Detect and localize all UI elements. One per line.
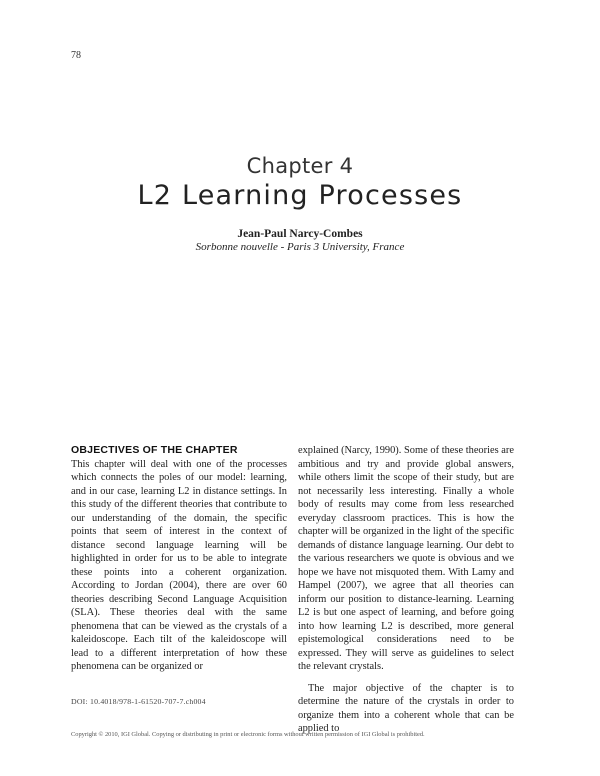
copyright-notice: Copyright © 2010, IGI Global. Copying or distributing in print or electronic forms without written permission of IGI Global is prohibited. — [71, 731, 425, 738]
body-paragraph: This chapter will deal with one of the processes which connects the poles of our model: learning, and in our case, learning L2 in distance settings. In this study of the different theories that contribute to our understanding of the domain, the specific points that seem of interest in the context of distance second language learning will be highlighted in order for us to be able to integrate these points into a coherent organization. According to Jordan (2004), there are over 60 theories describing Second Language Acquisition (SLA). These theories deal with the same phenomena that can be viewed as the crystals of a kaleidoscope. Each tilt of the kaleidoscope will lead to a different interpretation of how these phenomena can be organized or — [71, 458, 287, 672]
body-paragraph: The major objective of the chapter is to determine the nature of the crystals in order to organize them into a coherent whole that can be applied to — [298, 682, 514, 734]
right-column — [298, 444, 514, 736]
author-name: Jean-Paul Narcy-Combes — [237, 228, 363, 240]
author-affiliation: Sorbonne nouvelle - Paris 3 University, France — [195, 241, 405, 253]
chapter-title: L2 Learning Processes — [137, 180, 463, 211]
doi-line: DOI: 10.4018/978-1-61520-707-7.ch004 — [71, 697, 206, 706]
left-column — [71, 444, 287, 674]
body-paragraph: explained (Narcy, 1990). Some of these theories are ambitious and try and provide global answers, while others limit the scope of their study, but are not necessarily less interesting. Finally a whole body of results may come from less researched everyday classroom practices. This is how the chapter will be organized in the light of the specific demands of distance language learning. Our debt to the various researchers we quote is obvious and we hope we have not misquoted them. With Lamy and Hampel (2007), we agree that all theories can inform our position to distance-learning. Learning L2 is but one aspect of learning, and before going into how learning L2 is described, more general epistemological considerations need to be expressed. They will serve as guidelines to select the relevant crystals. — [298, 445, 514, 672]
chapter-label: Chapter 4 — [246, 154, 354, 178]
section-heading: OBJECTIVES OF THE CHAPTER — [71, 444, 238, 456]
page-number: 78 — [71, 50, 81, 61]
